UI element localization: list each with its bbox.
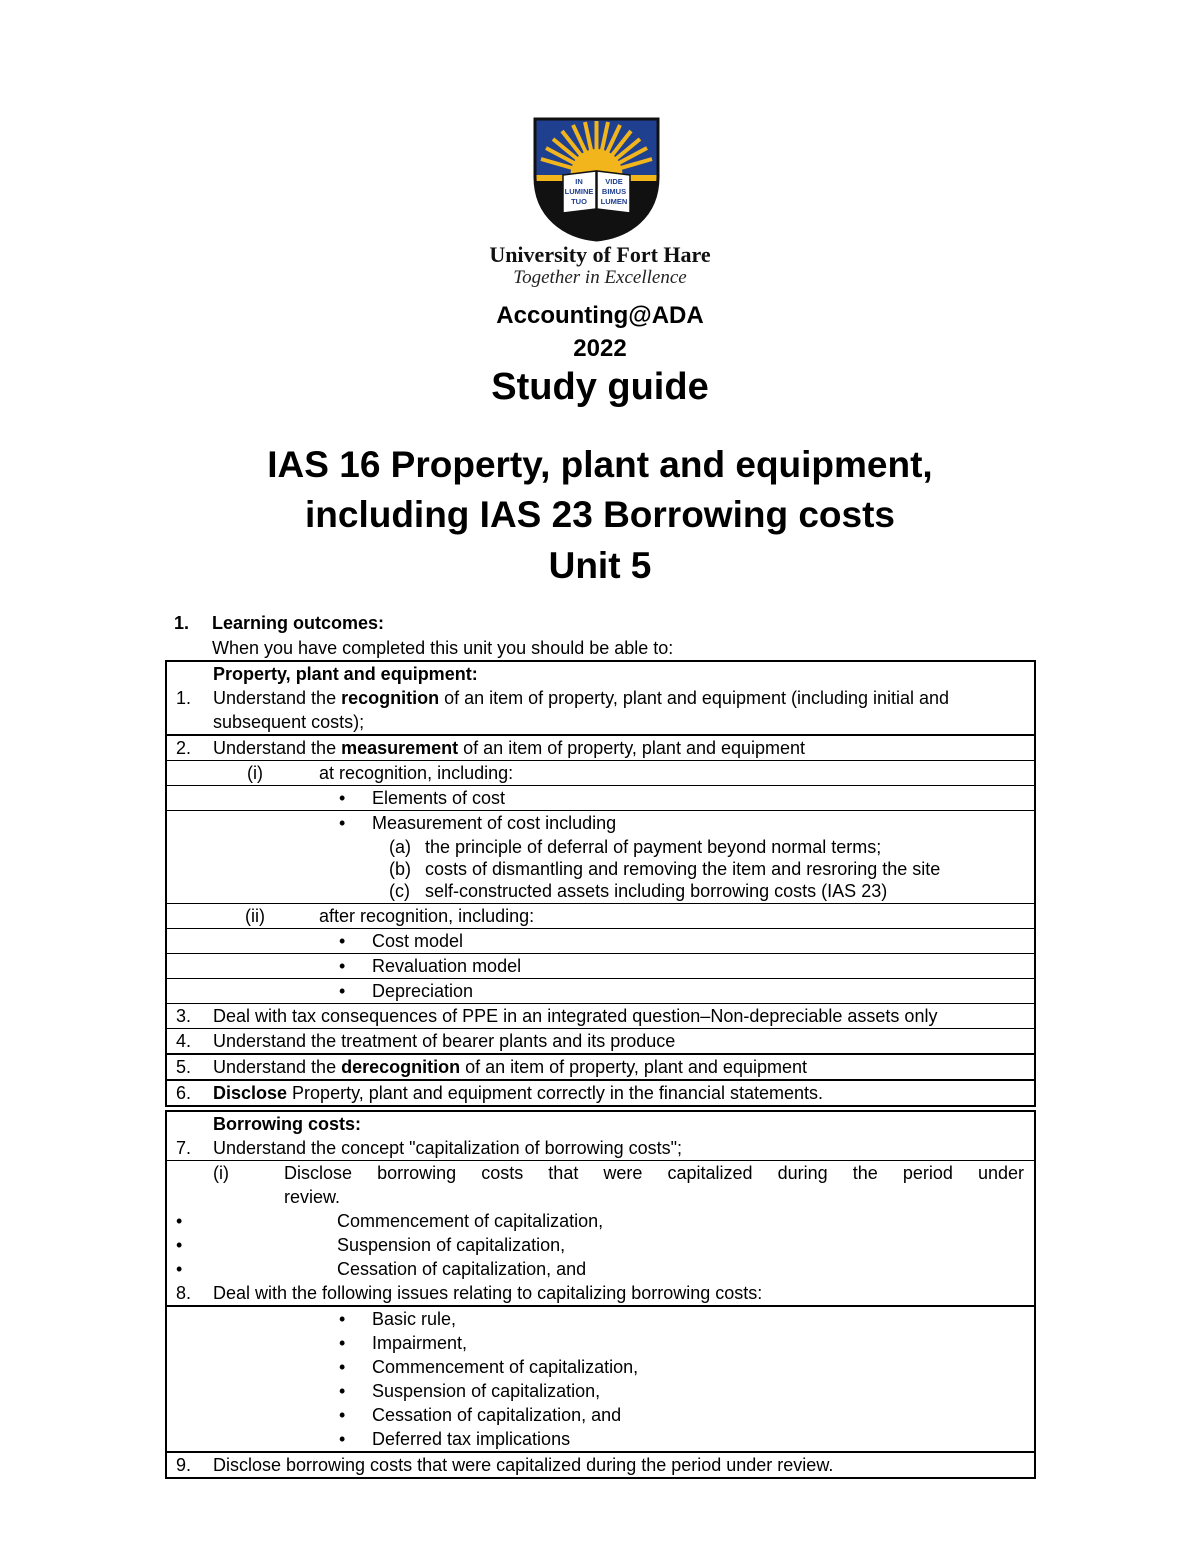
title-line-2: including IAS 23 Borrowing costs bbox=[304, 494, 895, 535]
bullet-icon: • bbox=[176, 1259, 183, 1279]
table-row bbox=[167, 978, 1034, 1003]
title-line-3: Unit 5 bbox=[548, 545, 652, 586]
outcome-4-text: Understand the treatment of bearer plants and its produce bbox=[213, 1031, 676, 1051]
table-row bbox=[167, 1053, 1034, 1079]
outcome-number: 7. bbox=[176, 1138, 192, 1158]
disclose-text-line-2: review. bbox=[284, 1187, 341, 1207]
sub-text: self-constructed assets including borrowing costs (IAS 23) bbox=[425, 881, 888, 901]
sub-label: (a) bbox=[389, 837, 411, 857]
outcome-number: 6. bbox=[176, 1083, 192, 1103]
bullet-icon: • bbox=[339, 1309, 346, 1329]
bullet-icon: • bbox=[176, 1211, 183, 1231]
roman-numeral: (i) bbox=[247, 763, 263, 783]
table-row bbox=[167, 1305, 1034, 1451]
bullet-icon: • bbox=[339, 788, 346, 808]
outcome-8-text: Deal with the following issues relating to capitalizing borrowing costs: bbox=[213, 1283, 763, 1303]
bullet-icon: • bbox=[339, 1429, 346, 1449]
table-row bbox=[167, 1079, 1034, 1105]
table-row bbox=[167, 953, 1034, 978]
list-item: Deferred tax implications bbox=[372, 1429, 571, 1449]
after-recognition-text: after recognition, including: bbox=[319, 906, 535, 926]
bullet-icon: • bbox=[339, 1381, 346, 1401]
outcome-number: 8. bbox=[176, 1283, 192, 1303]
list-item: Revaluation model bbox=[372, 956, 522, 976]
table-row bbox=[167, 1451, 1034, 1477]
table-row bbox=[167, 1003, 1034, 1028]
outcome-7-text: Understand the concept "capitalization of borrowing costs"; bbox=[213, 1138, 683, 1158]
outcome-6-text: Disclose Property, plant and equipment correctly in the financial statements. bbox=[213, 1083, 823, 1103]
list-item: Cost model bbox=[372, 931, 464, 951]
sub-text: the principle of deferral of payment beyond normal terms; bbox=[425, 837, 882, 857]
bullet-icon: • bbox=[339, 981, 346, 1001]
outcome-1-text: Understand the recognition of an item of property, plant and equipment (including initial and subsequent costs); bbox=[213, 688, 950, 732]
crest-motto-right-3: LUMEN bbox=[600, 197, 628, 206]
outcome-9-text: Disclose borrowing costs that were capitalized during the period under review. bbox=[213, 1455, 834, 1475]
crest-motto-right-2: BIMUS bbox=[601, 187, 627, 196]
at-recognition-text: at recognition, including: bbox=[319, 763, 514, 783]
bullet-icon: • bbox=[339, 813, 346, 833]
list-item: Suspension of capitalization, bbox=[337, 1235, 566, 1255]
list-item: Cessation of capitalization, and bbox=[372, 1405, 622, 1425]
crest-motto-left-1: IN bbox=[575, 177, 583, 186]
bullet-icon: • bbox=[339, 1357, 346, 1377]
outcome-number: 4. bbox=[176, 1031, 192, 1051]
year: 2022 bbox=[573, 335, 627, 362]
sub-label: (b) bbox=[389, 859, 411, 879]
table-row bbox=[167, 928, 1034, 953]
list-item: Depreciation bbox=[372, 981, 474, 1001]
outcome-number: 1. bbox=[176, 688, 192, 708]
outcome-number: 5. bbox=[176, 1057, 192, 1077]
section-number: 1. bbox=[174, 613, 190, 633]
outcome-number: 3. bbox=[176, 1006, 192, 1026]
section-intro: When you have completed this unit you should be able to: bbox=[212, 638, 674, 658]
org-name: Accounting@ADA bbox=[496, 302, 704, 329]
table-row bbox=[167, 1028, 1034, 1053]
list-item: Impairment, bbox=[372, 1333, 468, 1353]
table-row bbox=[167, 903, 1034, 928]
doc-type: Study guide bbox=[491, 366, 709, 408]
title-line-1: IAS 16 Property, plant and equipment, bbox=[267, 444, 933, 485]
crest-motto-left-3: TUO bbox=[571, 197, 587, 206]
table-row bbox=[167, 662, 1034, 734]
ppe-heading: Property, plant and equipment: bbox=[213, 664, 478, 684]
sub-label: (c) bbox=[389, 881, 410, 901]
table-row bbox=[167, 1112, 1034, 1160]
university-tagline: Together in Excellence bbox=[513, 267, 687, 288]
ppe-outcomes-table bbox=[165, 660, 1036, 1107]
bullet-icon: • bbox=[339, 956, 346, 976]
outcome-number: 2. bbox=[176, 738, 192, 758]
bullet-icon: • bbox=[176, 1235, 183, 1255]
disclose-text-line-1: Disclose borrowing costs that were capitalized during the period under bbox=[284, 1163, 1024, 1183]
section-heading bbox=[174, 613, 384, 634]
crest-motto-right-1: VIDE bbox=[605, 177, 623, 186]
list-item: Basic rule, bbox=[372, 1309, 457, 1329]
table-row bbox=[167, 760, 1034, 785]
outcome-5-text: Understand the derecognition of an item of property, plant and equipment bbox=[213, 1057, 807, 1077]
bullet-icon: • bbox=[339, 1405, 346, 1425]
bullet-icon: • bbox=[339, 931, 346, 951]
sub-text: costs of dismantling and removing the item and resroring the site bbox=[425, 859, 941, 879]
university-crest bbox=[533, 117, 660, 242]
table-row bbox=[167, 785, 1034, 810]
list-item: Elements of cost bbox=[372, 788, 506, 808]
list-item: Measurement of cost including bbox=[372, 813, 617, 833]
borrowing-heading: Borrowing costs: bbox=[213, 1114, 362, 1134]
table-row bbox=[167, 734, 1034, 760]
section-title: Learning outcomes: bbox=[212, 613, 385, 633]
list-item: Cessation of capitalization, and bbox=[337, 1259, 587, 1279]
bullet-icon: • bbox=[339, 1333, 346, 1353]
table-row bbox=[167, 1160, 1034, 1305]
crest-motto-left-2: LUMINE bbox=[564, 187, 594, 196]
roman-numeral: (ii) bbox=[245, 906, 265, 926]
list-item: Commencement of capitalization, bbox=[337, 1211, 604, 1231]
roman-numeral: (i) bbox=[213, 1163, 229, 1183]
list-item: Commencement of capitalization, bbox=[372, 1357, 639, 1377]
borrowing-outcomes-table bbox=[165, 1110, 1036, 1479]
university-name: University of Fort Hare bbox=[489, 242, 711, 267]
table-row bbox=[167, 810, 1034, 903]
outcome-3-text: Deal with tax consequences of PPE in an integrated question–Non-depreciable assets only bbox=[213, 1006, 938, 1026]
list-item: Suspension of capitalization, bbox=[372, 1381, 601, 1401]
outcome-2-text: Understand the measurement of an item of property, plant and equipment bbox=[213, 738, 806, 758]
outcome-number: 9. bbox=[176, 1455, 192, 1475]
